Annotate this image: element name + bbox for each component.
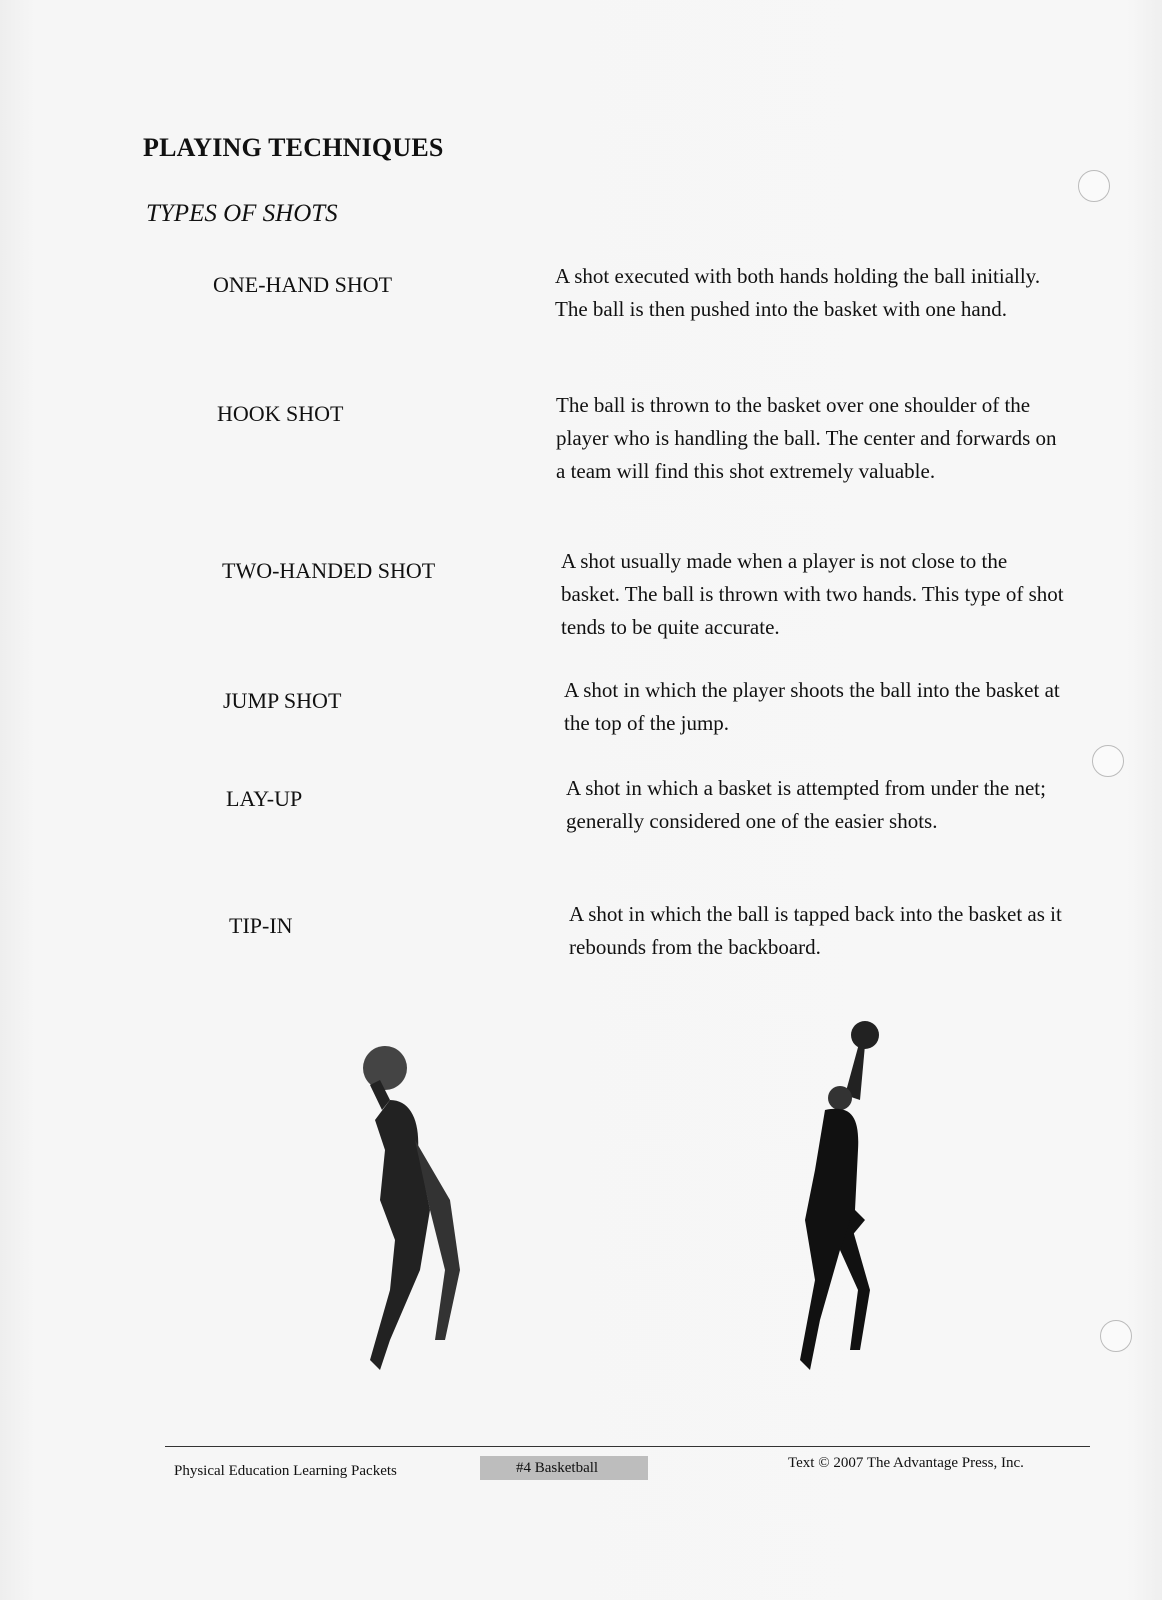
shot-definition: A shot in which the player shoots the ball into the basket at the top of the jump. bbox=[564, 678, 1060, 735]
shot-term: ONE-HAND SHOT bbox=[213, 272, 393, 297]
shot-term: HOOK SHOT bbox=[217, 401, 344, 426]
shot-definition: The ball is thrown to the basket over one shoulder of the player who is handling the ball. The center and forwards on a team will find this shot extremely valuable. bbox=[556, 393, 1057, 483]
footer-copyright: Text © 2007 The Advantage Press, Inc. bbox=[788, 1455, 1024, 1471]
binder-hole bbox=[1078, 170, 1110, 202]
shot-definition: A shot executed with both hands holding the ball initially. The ball is then pushed into the basket with one hand. bbox=[555, 264, 1041, 321]
footer-series: Physical Education Learning Packets bbox=[174, 1463, 397, 1479]
shot-term: JUMP SHOT bbox=[223, 688, 342, 713]
page-title: PLAYING TECHNIQUES bbox=[143, 133, 444, 162]
footer-unit: #4 Basketball bbox=[480, 1456, 648, 1480]
footer-divider bbox=[165, 1446, 1090, 1447]
binder-hole bbox=[1100, 1320, 1132, 1352]
shot-term: TIP-IN bbox=[229, 913, 293, 938]
shot-definition: A shot in which a basket is attempted from under the net; generally considered one of the easier shots. bbox=[566, 776, 1046, 833]
binder-hole bbox=[1092, 745, 1124, 777]
shot-term: LAY-UP bbox=[226, 786, 303, 811]
shot-definition: A shot usually made when a player is not close to the basket. The ball is thrown with two hands. This type of shot tends to be quite accurate. bbox=[561, 549, 1064, 639]
section-subtitle: TYPES OF SHOTS bbox=[146, 200, 338, 227]
player-illustration-left bbox=[350, 1040, 480, 1380]
player-illustration-right bbox=[770, 1020, 900, 1400]
shot-definition: A shot in which the ball is tapped back into the basket as it rebounds from the backboard. bbox=[569, 902, 1062, 959]
shot-term: TWO-HANDED SHOT bbox=[222, 558, 436, 583]
